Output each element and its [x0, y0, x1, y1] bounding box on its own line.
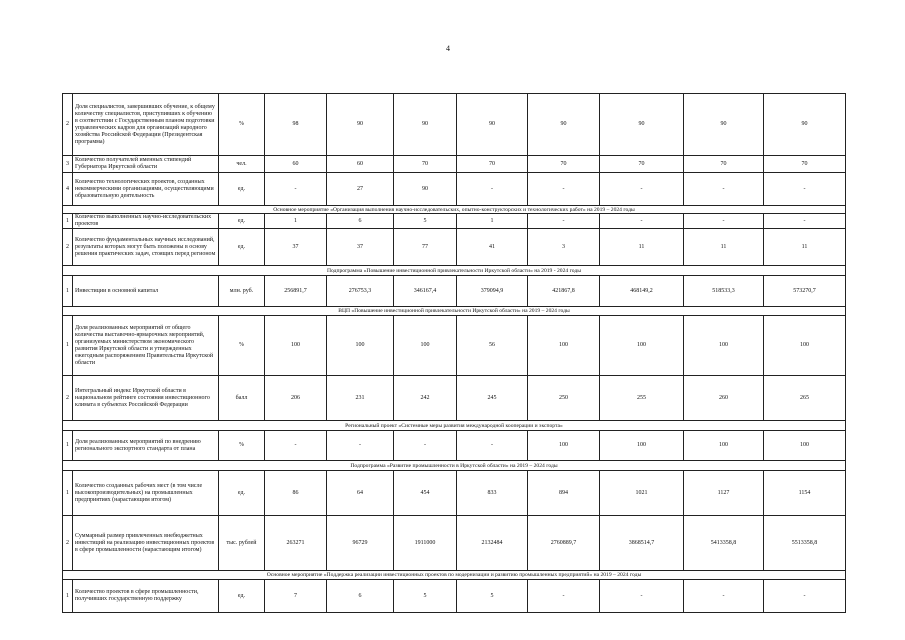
table-row	[63, 376, 846, 421]
unit-cell: балл	[219, 376, 265, 421]
value-cell: 250	[528, 376, 600, 421]
value-cell: 11	[600, 229, 684, 266]
indicator-name: Доля реализованных мероприятий по внедрению регионального экспортного стандарта от плана	[73, 431, 219, 461]
value-cell: 1	[265, 214, 327, 229]
value-cell: 41	[457, 229, 528, 266]
value-cell: 3	[528, 229, 600, 266]
value-cell: 96729	[327, 516, 394, 571]
row-number: 2	[63, 229, 73, 266]
indicator-name: Количество технологических проектов, созданных некоммерческими организациями, осуществляющими образовательную деятельность	[73, 173, 219, 206]
unit-cell: млн. руб.	[219, 276, 265, 307]
value-cell: 90	[684, 94, 764, 156]
indicator-name: Количество проектов в сфере промышленности, получивших государственную поддержку	[73, 580, 219, 613]
unit-cell: ед.	[219, 173, 265, 206]
value-cell: -	[457, 431, 528, 461]
value-cell: 100	[764, 431, 846, 461]
row-number: 1	[63, 316, 73, 376]
indicator-name: Доля реализованных мероприятий от общего количества выставочно-ярмарочных мероприятий, организуемых министерством экономического развития Иркутской области и утвержденных ежегодным распоряжением Правительства Иркутской области	[73, 316, 219, 376]
value-cell: 37	[265, 229, 327, 266]
indicator-name: Суммарный размер привлеченных внебюджетных инвестиций на реализацию инвестиционных проектов в сфере промышленности (нарастающим итогом)	[73, 516, 219, 571]
value-cell: 5	[394, 214, 457, 229]
value-cell: 518533,3	[684, 276, 764, 307]
table-row	[63, 229, 846, 266]
unit-cell: ед.	[219, 580, 265, 613]
value-cell: 206	[265, 376, 327, 421]
table-row	[63, 431, 846, 461]
table-row	[63, 471, 846, 516]
value-cell: 100	[600, 316, 684, 376]
value-cell: 27	[327, 173, 394, 206]
value-cell: 37	[327, 229, 394, 266]
table-row	[63, 156, 846, 173]
value-cell: -	[327, 431, 394, 461]
value-cell: 100	[600, 431, 684, 461]
unit-cell: чел.	[219, 156, 265, 173]
value-cell: 100	[528, 431, 600, 461]
value-cell: -	[528, 214, 600, 229]
value-cell: 70	[394, 156, 457, 173]
value-cell: 56	[457, 316, 528, 376]
section-title: Подпрограмма «Развитие промышленности в Иркутской области» на 2019 – 2024 годы	[63, 461, 846, 471]
row-number: 1	[63, 276, 73, 307]
row-number: 1	[63, 431, 73, 461]
value-cell: 1021	[600, 471, 684, 516]
row-number: 1	[63, 471, 73, 516]
value-cell: 263271	[265, 516, 327, 571]
unit-cell: ед.	[219, 214, 265, 229]
value-cell: 100	[684, 316, 764, 376]
value-cell: 346167,4	[394, 276, 457, 307]
indicator-name: Количество выполненных научно-исследовательских проектов	[73, 214, 219, 229]
section-header-row	[63, 571, 846, 580]
value-cell: 11	[764, 229, 846, 266]
value-cell: 231	[327, 376, 394, 421]
table-row	[63, 276, 846, 307]
indicator-name: Интегральный индекс Иркутской области в национальном рейтинге состояния инвестиционного климата в субъектах Российской Федерации	[73, 376, 219, 421]
value-cell: 379094,9	[457, 276, 528, 307]
value-cell: 245	[457, 376, 528, 421]
value-cell: 90	[327, 94, 394, 156]
value-cell: 468149,2	[600, 276, 684, 307]
value-cell: 276753,3	[327, 276, 394, 307]
value-cell: 1127	[684, 471, 764, 516]
value-cell: 70	[457, 156, 528, 173]
value-cell: 100	[684, 431, 764, 461]
row-number: 2	[63, 376, 73, 421]
unit-cell: тыс. рублей	[219, 516, 265, 571]
unit-cell: %	[219, 316, 265, 376]
value-cell: 90	[764, 94, 846, 156]
value-cell: 11	[684, 229, 764, 266]
section-title: Основное мероприятие «Организация выполнения научно-исследовательских, опытно-конструкторских и технологических работ» на 2019 – 2024 годы	[63, 206, 846, 214]
value-cell: 100	[265, 316, 327, 376]
section-title: Основное мероприятие «Поддержка реализации инвестиционных проектов по модернизации и развитию промышленных предприятий» на 2019 – 2024 годы	[63, 571, 846, 580]
value-cell: 90	[457, 94, 528, 156]
value-cell: -	[528, 580, 600, 613]
value-cell: -	[600, 214, 684, 229]
value-cell: 5513358,8	[764, 516, 846, 571]
indicators-table	[62, 93, 846, 613]
row-number: 3	[63, 156, 73, 173]
value-cell: 100	[528, 316, 600, 376]
value-cell: -	[764, 173, 846, 206]
value-cell: -	[764, 214, 846, 229]
value-cell: 256891,7	[265, 276, 327, 307]
value-cell: 6	[327, 214, 394, 229]
value-cell: 90	[394, 94, 457, 156]
section-header-row	[63, 421, 846, 431]
value-cell: 100	[394, 316, 457, 376]
value-cell: 421867,8	[528, 276, 600, 307]
section-header-row	[63, 307, 846, 316]
value-cell: 70	[684, 156, 764, 173]
value-cell: 1911000	[394, 516, 457, 571]
row-number: 1	[63, 580, 73, 613]
value-cell: 5	[394, 580, 457, 613]
value-cell: 100	[327, 316, 394, 376]
value-cell: 265	[764, 376, 846, 421]
value-cell: 1	[457, 214, 528, 229]
unit-cell: ед.	[219, 229, 265, 266]
row-number: 2	[63, 94, 73, 156]
table-row	[63, 316, 846, 376]
value-cell: 100	[764, 316, 846, 376]
section-title: Региональный проект «Системные меры развития международной кооперации и экспорта»	[63, 421, 846, 431]
indicator-name: Доля специалистов, завершивших обучение, к общему количеству специалистов, приступивших к обучению в соответствии с Государственным планом подготовки управленческих кадров для организаций народного хозяйства Российской Федерации (Президентская программа)	[73, 94, 219, 156]
value-cell: 833	[457, 471, 528, 516]
value-cell: 70	[764, 156, 846, 173]
value-cell: 573270,7	[764, 276, 846, 307]
value-cell: 70	[600, 156, 684, 173]
value-cell: 260	[684, 376, 764, 421]
table-row	[63, 173, 846, 206]
value-cell: 64	[327, 471, 394, 516]
value-cell: -	[684, 173, 764, 206]
unit-cell: ед.	[219, 471, 265, 516]
value-cell: 7	[265, 580, 327, 613]
value-cell: 60	[265, 156, 327, 173]
value-cell: 894	[528, 471, 600, 516]
value-cell: 3868514,7	[600, 516, 684, 571]
table-row	[63, 214, 846, 229]
value-cell: 2760889,7	[528, 516, 600, 571]
value-cell: 90	[528, 94, 600, 156]
table-row	[63, 94, 846, 156]
value-cell: 1154	[764, 471, 846, 516]
section-header-row	[63, 266, 846, 276]
value-cell: 98	[265, 94, 327, 156]
value-cell: -	[394, 431, 457, 461]
value-cell: 86	[265, 471, 327, 516]
value-cell: 454	[394, 471, 457, 516]
value-cell: 70	[528, 156, 600, 173]
table-row	[63, 580, 846, 613]
value-cell: 90	[394, 173, 457, 206]
indicator-name: Инвестиции в основной капитал	[73, 276, 219, 307]
value-cell: 6	[327, 580, 394, 613]
value-cell: 2132484	[457, 516, 528, 571]
value-cell: -	[684, 214, 764, 229]
section-header-row	[63, 206, 846, 214]
table-row	[63, 516, 846, 571]
section-title: Подпрограмма «Повышение инвестиционной привлекательности Иркутской области» на 2019 - 2024 годы	[63, 266, 846, 276]
value-cell: 90	[600, 94, 684, 156]
section-header-row	[63, 461, 846, 471]
value-cell: 255	[600, 376, 684, 421]
value-cell: -	[265, 173, 327, 206]
value-cell: -	[457, 173, 528, 206]
section-title: ВЦП «Повышение инвестиционной привлекательности Иркутской области» на 2019 – 2024 годы	[63, 307, 846, 316]
row-number: 2	[63, 516, 73, 571]
value-cell: -	[764, 580, 846, 613]
value-cell: -	[684, 580, 764, 613]
value-cell: 60	[327, 156, 394, 173]
unit-cell: %	[219, 94, 265, 156]
value-cell: -	[600, 580, 684, 613]
value-cell: 242	[394, 376, 457, 421]
value-cell: 77	[394, 229, 457, 266]
value-cell: -	[265, 431, 327, 461]
value-cell: -	[528, 173, 600, 206]
unit-cell: %	[219, 431, 265, 461]
row-number: 1	[63, 214, 73, 229]
value-cell: 5413358,8	[684, 516, 764, 571]
value-cell: 5	[457, 580, 528, 613]
page-number: 4	[446, 44, 450, 53]
value-cell: -	[600, 173, 684, 206]
indicator-name: Количество получателей именных стипендий Губернатора Иркутской области	[73, 156, 219, 173]
indicator-name: Количество созданных рабочих мест (в том числе высокопроизводительных) на промышленных предприятиях (нарастающим итогом)	[73, 471, 219, 516]
row-number: 4	[63, 173, 73, 206]
indicator-name: Количество фундаментальных научных исследований, результаты которых могут быть положены в основу решения практических задач, стоящих перед регионом	[73, 229, 219, 266]
